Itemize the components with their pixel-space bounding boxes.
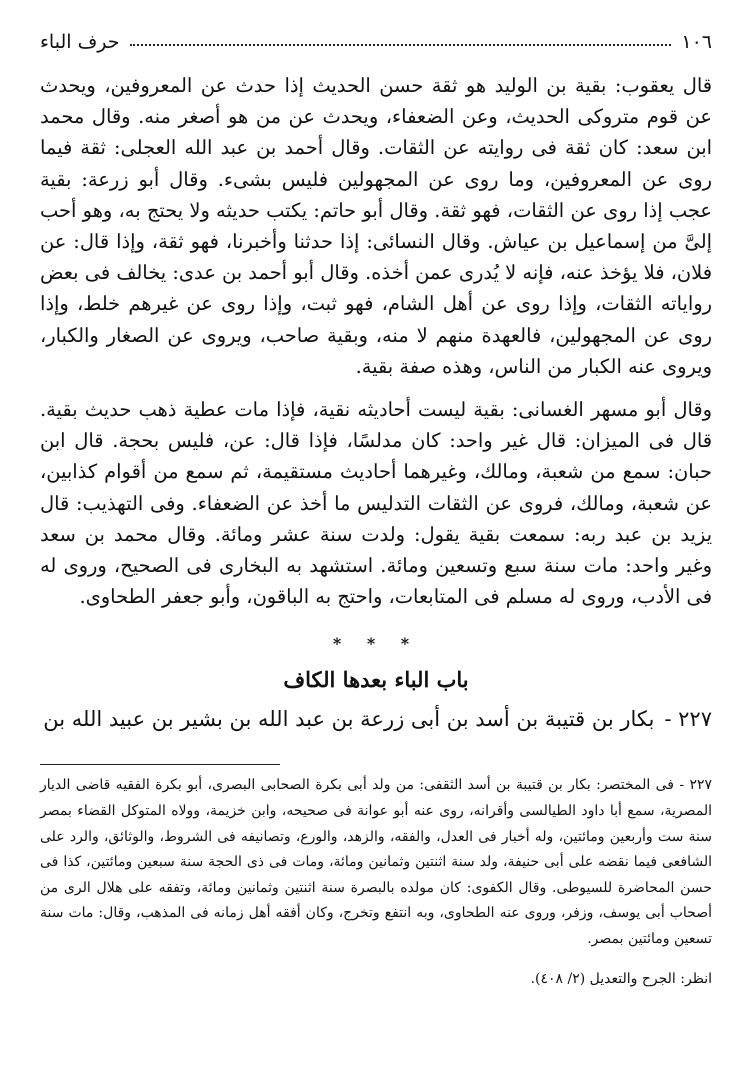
footnote-reference: انظر: الجرح والتعديل (٢/ ٤٠٨). bbox=[530, 970, 712, 987]
chapter-title: باب الباء بعدها الكاف bbox=[283, 667, 469, 693]
entry-text: بكار بن قتيبة بن أسد بن أبى زرعة بن عبد الله بن بشير بن عبيد الله بن bbox=[43, 707, 655, 732]
leader-dots bbox=[130, 44, 672, 46]
book-page bbox=[40, 28, 712, 1058]
body-paragraph: قال يعقوب: بقية بن الوليد هو ثقة حسن الحديث إذا حدث عن المعروفين، ويحدث عن قوم متروكى الحديث، وعن الضعفاء، ويحدث عن من هو أصغر منه. وقال محمد ابن سعد: كان ثقة فى روايته عن الثقات. وقال أحمد بن عبد الله العجلى: ثقة فيما روى عن المعروفين، وما روى عن المجهولين فليس بشىء. وقال أبو زرعة: بقية عجب إذا روى عن الثقات، فهو ثقة. وقال أبو حاتم: يكتب حديثه ولا يحتج به، وهو أحب إلىَّ من إسماعيل بن عياش. وقال النسائى: إذا حدثنا وأخبرنا، فهو ثقة، وإذا قال: عن فلان، فلا يؤخذ عنه، فإنه لا يُدرى عمن أخذه. وقال أبو أحمد بن عدى: يخالف فى بعض رواياته الثقات، وإذا روى عن أهل الشام، فهو ثبت، وإذا روى عن غيرهم خلط، وإذا روى عن المجهولين، فالعهدة منهم لا منه، وبقية صاحب، ويروى عن الصغار والكبار، ويروى عنه الكبار من الناس، وهذه صفة بقية. bbox=[40, 74, 712, 378]
body-paragraph: وقال أبو مسهر الغسانى: بقية ليست أحاديثه نقية، فإذا مات عطية ذهب حديث بقية. قال فى الميزان: قال غير واحد: كان مدلسًا، فإذا قال: عن، فليس بحجة. قال ابن حبان: سمع من شعبة، ومالك، وغيرهما أحاديث مستقيمة، ثم سمع من أقوام كذابين، عن شعبة، ومالك، فروى عن الثقات التدليس ما أخذ عن الضعفاء. وفى التهذيب: قال يزيد بن عبد ربه: سمعت بقية يقول: ولدت سنة عشر ومائة. وقال محمد بن سعد وغير واحد: مات سنة سبع وتسعين ومائة. استشهد به البخارى فى الصحيح، وروى له فى الأدب، وروى له مسلم فى المتابعات، واحتج به الباقون، وأبو جعفر الطحاوى. bbox=[40, 398, 712, 609]
page-number: ١٠٦ bbox=[681, 31, 712, 53]
footnote-text: ٢٢٧ - فى المختصر: بكار بن قتيبة بن أسد الثقفى: من ولد أبى بكرة الصحابى البصرى، أبو بكرة الفقيه قاضى الديار المصرية، سمع أبا داود الطيالسى وأقرانه، روى عنه أبو عوانة فى صحيحه، وابن خزيمة، وولاه المتوكل القضاء بمصر سنة ست وأربعين ومائتين، وله أخبار فى العدل، والفقه، والزهد، والورع، وتصانيفه فى الشروط، والوثائق، والرد على الشافعى فيما نقضه على أبى حنيفة، ولد سنة اثنتين وثمانين ومائة، ومات فى ذى الحجة سنة سبعين ومائتين، كذا فى حسن المحاضرة للسيوطى. وقال الكفوى: كان مولده بالبصرة سنة اثنتين وثمانين ومائة، وتفقه على هلال الرى من أصحاب أبى يوسف، وزفر، وروى عنه الطحاوى، وبه انتفع وتخرج، وكان أفقه أهل زمانه فى المذهب، وقال: مات سنة تسعين ومائتين بمصر. bbox=[40, 777, 712, 948]
footnote-divider bbox=[40, 764, 280, 765]
running-head bbox=[40, 28, 712, 56]
section-separator: * * * bbox=[332, 634, 420, 654]
biography-entry bbox=[40, 702, 712, 736]
section-title: حرف الباء bbox=[40, 31, 120, 53]
entry-number: ٢٢٧ - bbox=[664, 707, 712, 732]
